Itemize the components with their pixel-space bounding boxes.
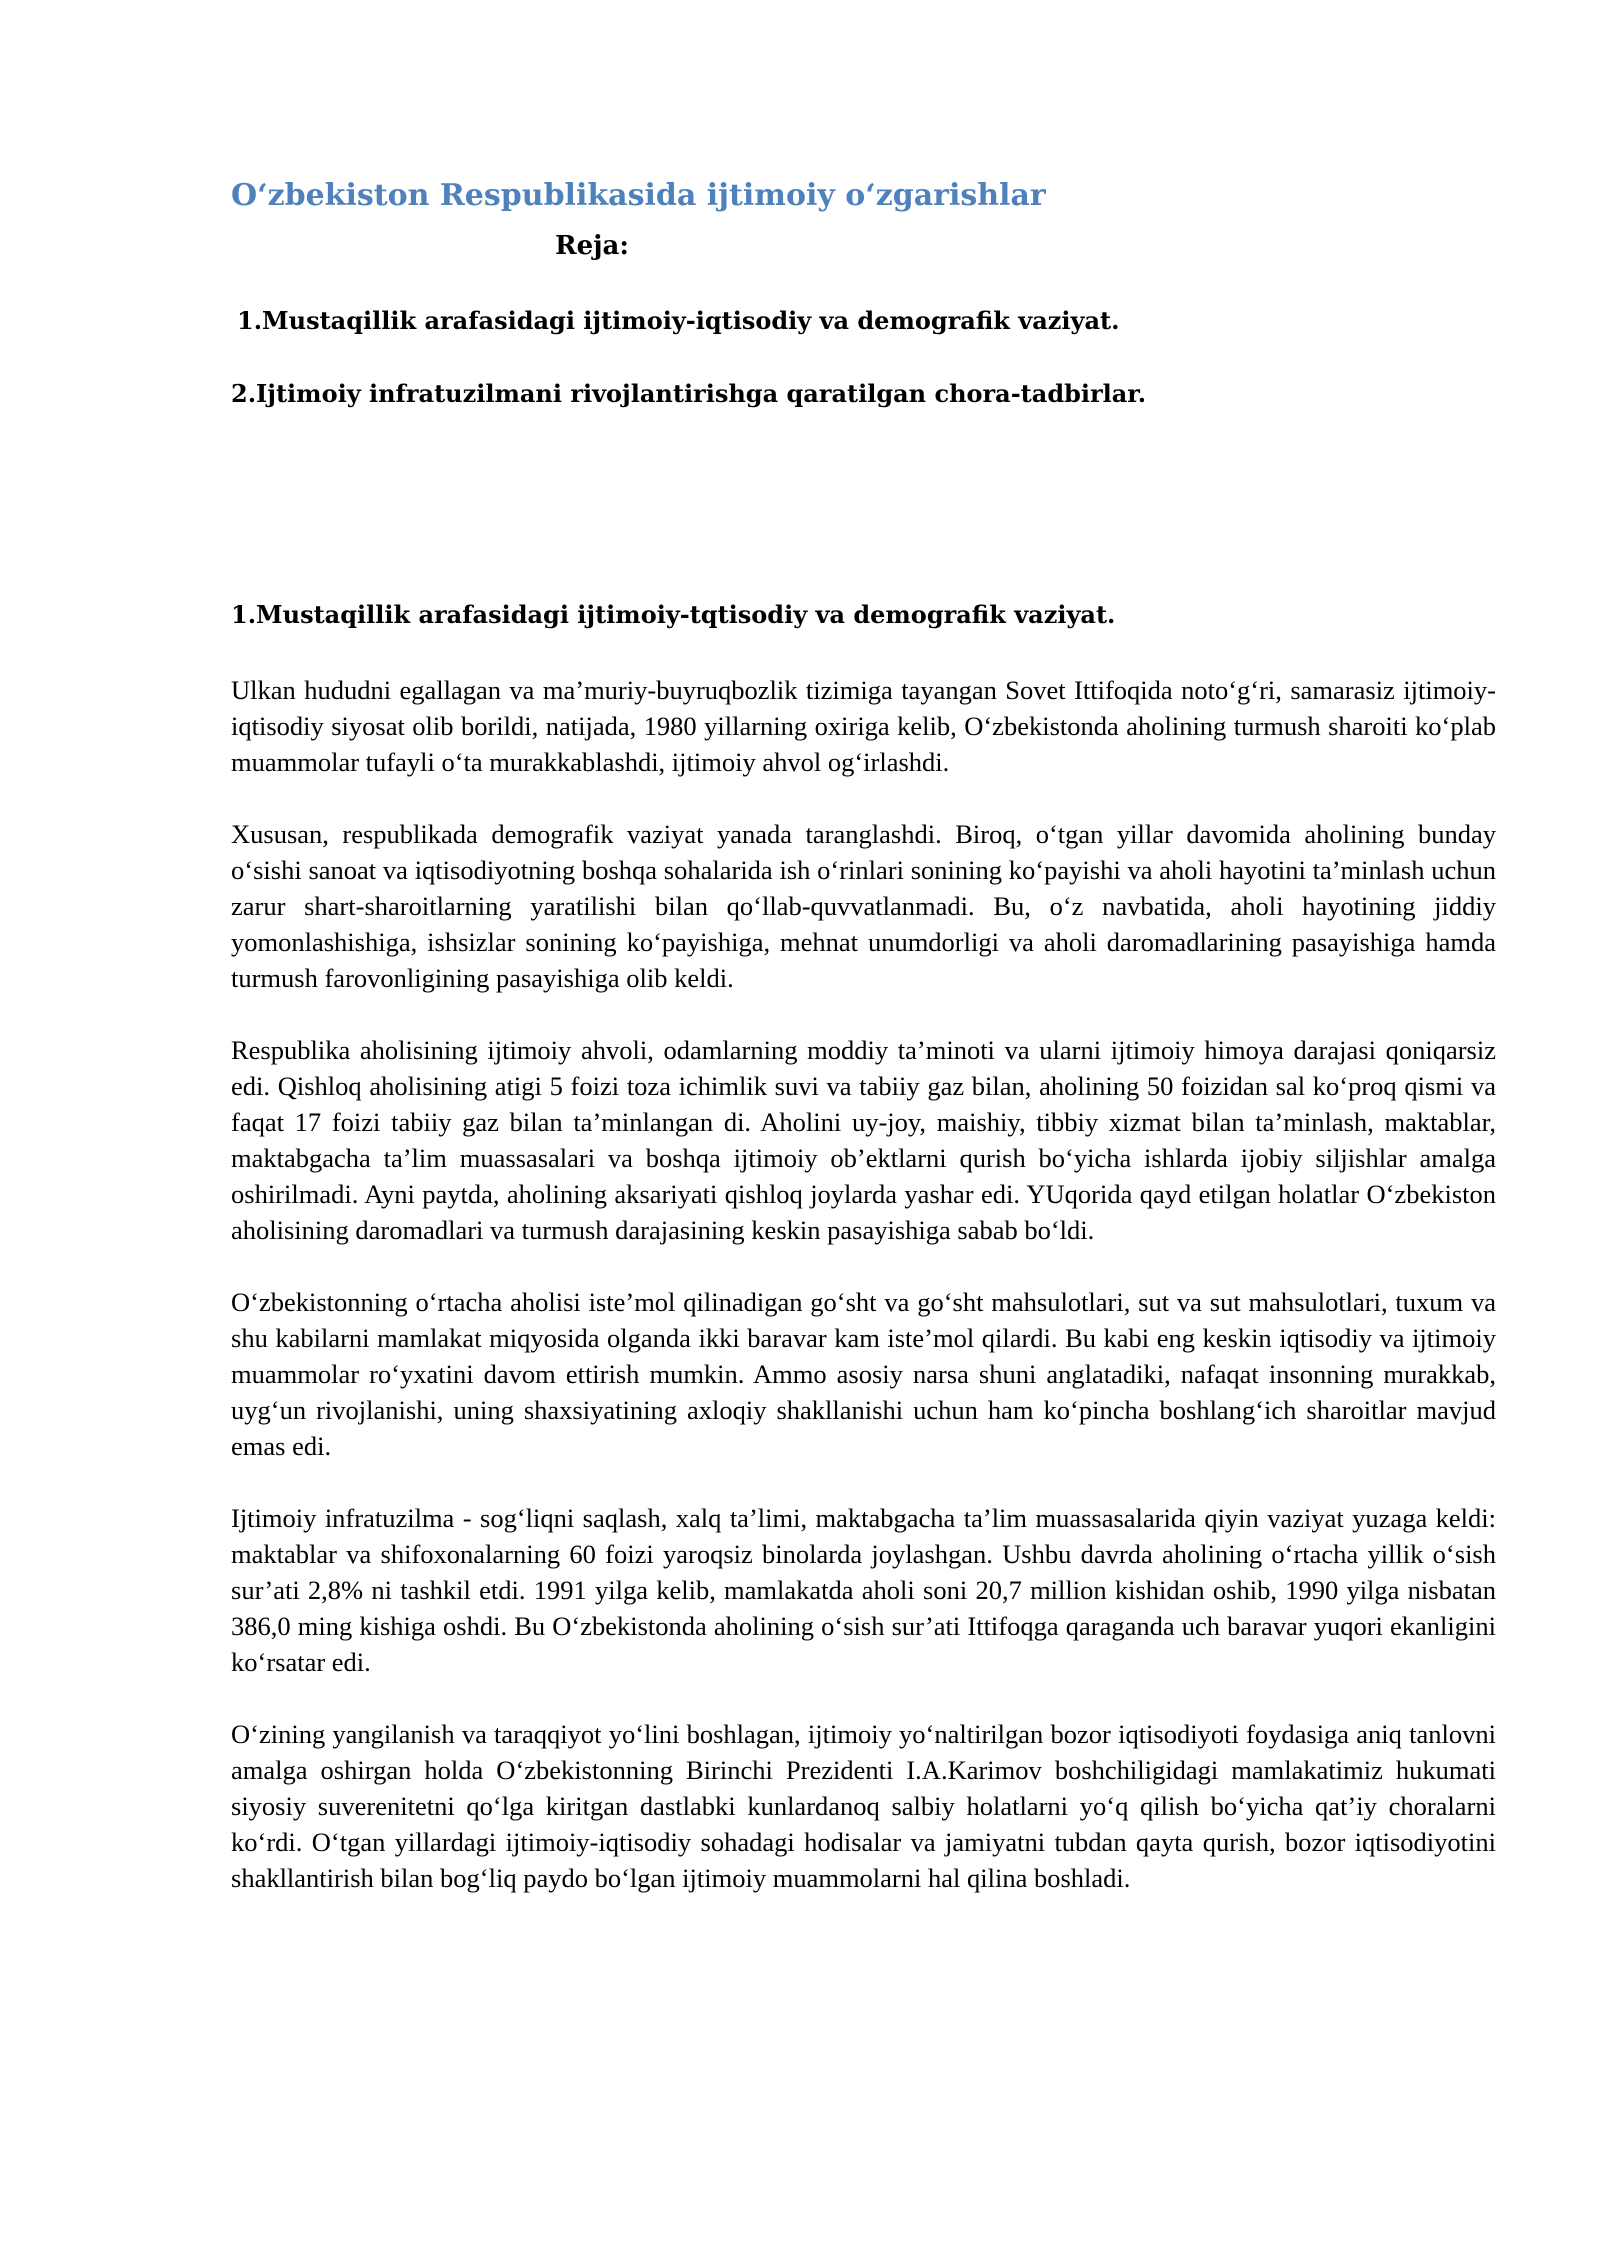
paragraph-4: O‘zbekistonning o‘rtacha aholisi iste’mol qilinadigan go‘sht va go‘sht mahsulotlari, sut va sut mahsulotlari, tuxum va shu kabilarni mamlakat miqyosida olganda ikki baravar kam iste’mol qilardi. Bu kabi eng keskin iqtisodiy va ijtimoiy muammolar ro‘yxatini davom ettirish mumkin. Ammo asosiy narsa shuni anglatadiki, nafaqat insonning murakkab, uyg‘un rivojlanishi, uning shaxsiyatining axloqiy shakllanishi uchun ham ko‘pincha boshlang‘ich sharoitlar mavjud emas edi.: [231, 1287, 1496, 1461]
paragraph-2: Xususan, respublikada demografik vaziyat yanada taranglashdi. Biroq, o‘tgan yillar davomida aholining bunday o‘sishi sanoat va iqtisodiyotning boshqa sohalarida ish o‘rinlari sonining ko‘payishi va aholi hayotini ta’minlash uchun zarur shart-sharoitlarning yaratilishi bilan qo‘llab-quvvatlanmadi. Bu, o‘z navbatida, aholi hayotining jiddiy yomonlashishiga, ishsizlar sonining ko‘payishiga, mehnat unumdorligi va aholi daromadlarining pasayishiga hamda turmush farovonligining pasayishiga olib keldi.: [231, 819, 1496, 993]
document-title: O‘zbekiston Respublikasida ijtimoiy o‘zgarishlar: [231, 178, 1046, 213]
section-heading: 1.Mustaqillik arafasidagi ijtimoiy-tqtisodiy va demografik vaziyat.: [231, 600, 1116, 629]
plan-item-1: 1.Mustaqillik arafasidagi ijtimoiy-iqtisodiy va demografik vaziyat.: [237, 306, 1120, 335]
plan-item-2: 2.Ijtimoiy infratuzilmani rivojlantirishga qaratilgan chora-tadbirlar.: [231, 379, 1147, 408]
body-text: [231, 672, 1496, 1932]
paragraph-3: Respublika aholisining ijtimoiy ahvoli, odamlarning moddiy ta’minoti va ularni ijtimoiy himoya darajasi qoniqarsiz edi. Qishloq aholisining atigi 5 foizi toza ichimlik suvi va tabiiy gaz bilan, aholining 50 foizidan sal ko‘proq qismi va faqat 17 foizi tabiiy gaz bilan ta’minlangan di. Aholini uy-joy, maishiy, tibbiy xizmat bilan ta’minlash, maktablar, maktabgacha ta’lim muassasalari va boshqa ijtimoiy ob’ektlarni qurish bo‘yicha ishlarda ijobiy siljishlar amalga oshirilmadi. Ayni paytda, aholining aksariyati qishloq joylarda yashar edi. YUqorida qayd etilgan holatlar O‘zbekiston aholisining daromadlari va turmush darajasining keskin pasayishiga sabab bo‘ldi.: [231, 1035, 1496, 1245]
plan-label: Reja:: [555, 231, 630, 261]
paragraph-5: Ijtimoiy infratuzilma - sog‘liqni saqlash, xalq ta’limi, maktabgacha ta’lim muassasalarida qiyin vaziyat yuzaga keldi: maktablar va shifoxonalarning 60 foizi yaroqsiz binolarda joylashgan. Ushbu davrda aholining o‘rtacha yillik o‘sish sur’ati 2,8% ni tashkil etdi. 1991 yilga kelib, mamlakatda aholi soni 20,7 million kishidan oshib, 1990 yilga nisbatan 386,0 ming kishiga oshdi. Bu O‘zbekistonda aholining o‘sish sur’ati Ittifoqga qaraganda uch baravar yuqori ekanligini ko‘rsatar edi.: [231, 1503, 1496, 1677]
paragraph-1: Ulkan hududni egallagan va ma’muriy-buyruqbozlik tizimiga tayangan Sovet Ittifoqida noto‘g‘ri, samarasiz ijtimoiy-iqtisodiy siyosat olib borildi, natijada, 1980 yillarning oxiriga kelib, O‘zbekistonda aholining turmush sharoiti ko‘plab muammolar tufayli o‘ta murakkablashdi, ijtimoiy ahvol og‘irlashdi.: [231, 675, 1496, 777]
paragraph-6: O‘zining yangilanish va taraqqiyot yo‘lini boshlagan, ijtimoiy yo‘naltirilgan bozor iqtisodiyoti foydasiga aniq tanlovni amalga oshirgan holda O‘zbekistonning Birinchi Prezidenti I.A.Karimov boshchiligidagi mamlakatimiz hukumati siyosiy suverenitetni qo‘lga kiritgan dastlabki kunlardanoq salbiy holatlarni yo‘q qilish bo‘yicha qat’iy choralarni ko‘rdi. O‘tgan yillardagi ijtimoiy-iqtisodiy sohadagi hodisalar va jamiyatni tubdan qayta qurish, bozor iqtisodiyotini shakllantirish bilan bog‘liq paydo bo‘lgan ijtimoiy muammolarni hal qilina boshladi.: [231, 1719, 1496, 1893]
